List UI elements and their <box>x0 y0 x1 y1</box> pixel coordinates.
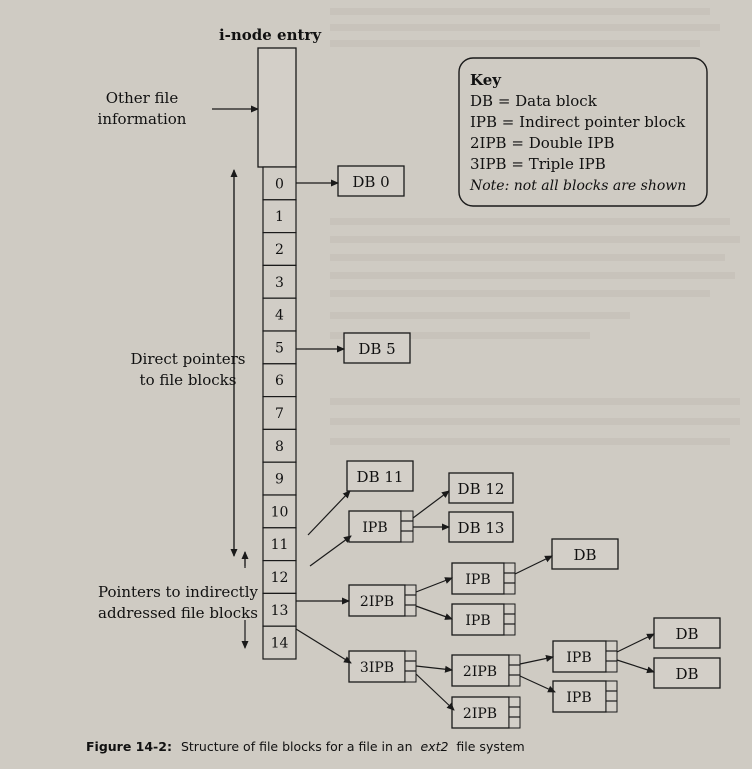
svg-text:3IPB: 3IPB <box>359 660 395 676</box>
inode-cell-label-6: 6 <box>275 373 284 390</box>
db-tri-a-block <box>654 618 720 648</box>
caption-text: Structure of file blocks for a file in an <box>180 739 413 754</box>
key-line-db: DB = Data block <box>470 92 597 110</box>
indirect-label-line1: Pointers to indirectly <box>98 583 258 601</box>
svg-text:2IPB: 2IPB <box>359 594 395 610</box>
svg-text:IPB: IPB <box>566 690 592 706</box>
svg-text:IPB: IPB <box>362 520 388 536</box>
svg-text:DB 0: DB 0 <box>352 173 390 191</box>
db12-block <box>449 473 513 503</box>
inode-cell-label-1: 1 <box>275 209 284 226</box>
inode-cell-label-11: 11 <box>270 537 289 554</box>
other-info-line2: information <box>97 110 187 128</box>
db0-block <box>338 166 404 196</box>
inode-cell-label-12: 12 <box>270 570 289 586</box>
2ipb-block <box>349 585 416 616</box>
inode-pointer-cells <box>263 167 296 659</box>
inode-cell-label-14: 14 <box>270 635 289 652</box>
figure-caption <box>86 739 525 754</box>
db-dbl-block <box>552 539 618 569</box>
inode-cell-label-0: 0 <box>275 176 284 193</box>
2ipb-tri-a-block <box>452 655 520 686</box>
inode-title: i-node entry <box>218 26 322 44</box>
svg-text:DB 12: DB 12 <box>457 480 505 498</box>
svg-text:DB: DB <box>675 625 699 643</box>
inode-cell-label-5: 5 <box>275 340 284 357</box>
key-line-2ipb: 2IPB = Double IPB <box>470 134 615 152</box>
caption-suffix: file system <box>456 739 525 754</box>
other-info-line1: Other file <box>105 89 179 107</box>
indirect-label-line2: addressed file blocks <box>98 604 258 622</box>
svg-text:DB 13: DB 13 <box>457 519 505 537</box>
ipb-dbl-b-block <box>452 604 515 635</box>
key-heading: Key <box>470 71 501 89</box>
inode-cell-label-13: 13 <box>270 602 289 619</box>
caption-fs: ext2 <box>420 739 449 754</box>
key-note: Note: not all blocks are shown <box>470 178 687 194</box>
svg-text:DB 5: DB 5 <box>358 340 396 358</box>
svg-text:IPB: IPB <box>566 650 592 666</box>
inode-cell-label-8: 8 <box>275 438 284 455</box>
svg-text:IPB: IPB <box>465 572 491 588</box>
svg-text:DB: DB <box>573 546 597 564</box>
inode-cell-label-4: 4 <box>275 307 284 324</box>
svg-text:IPB: IPB <box>465 613 491 629</box>
inode-cell-label-2: 2 <box>275 242 284 258</box>
inode-cell-label-9: 9 <box>275 471 284 488</box>
ipb-tri-b-block <box>553 681 617 712</box>
key-line-3ipb: 3IPB = Triple IPB <box>470 155 606 173</box>
direct-label-line1: Direct pointers <box>130 350 246 368</box>
svg-text:DB: DB <box>675 665 699 683</box>
svg-text:2IPB: 2IPB <box>462 664 498 680</box>
svg-text:2IPB: 2IPB <box>462 706 498 722</box>
db-tri-b-block <box>654 658 720 688</box>
db5-block <box>344 333 410 363</box>
inode-cell-label-7: 7 <box>275 406 284 422</box>
db11-block <box>347 461 413 491</box>
3ipb-block <box>349 651 416 682</box>
key-line-ipb: IPB = Indirect pointer block <box>470 113 686 131</box>
direct-label-line2: to file blocks <box>139 371 237 389</box>
inode-other-info-block <box>258 48 296 167</box>
ipb-single-block <box>349 511 413 542</box>
svg-text:DB 11: DB 11 <box>356 468 404 486</box>
inode-cell-label-10: 10 <box>270 504 289 521</box>
2ipb-tri-b-block <box>452 697 520 728</box>
ipb-tri-a-block <box>553 641 617 672</box>
db13-block <box>449 512 513 542</box>
caption-prefix: Figure 14-2: <box>86 739 172 754</box>
ipb-dbl-a-block <box>452 563 515 594</box>
inode-cell-label-3: 3 <box>275 274 284 291</box>
